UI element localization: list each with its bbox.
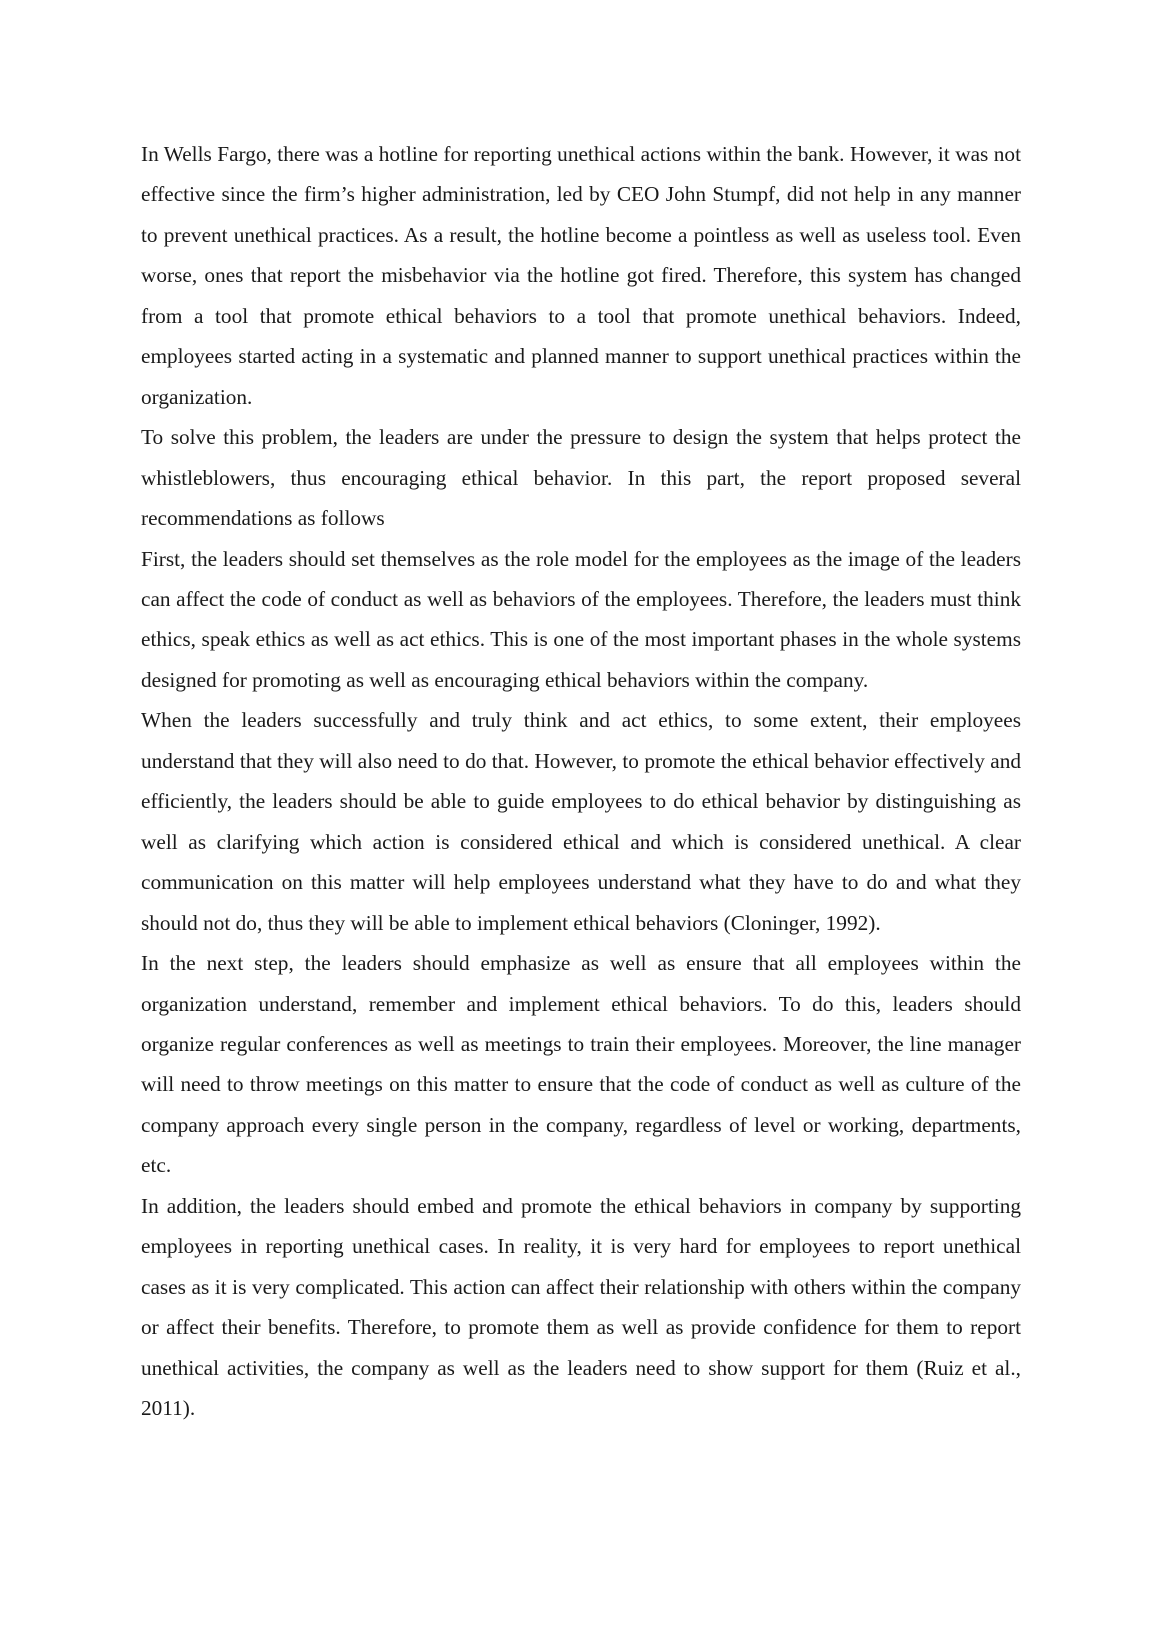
paragraph-problem-statement: To solve this problem, the leaders are under the pressure to design the system that helps protect the whistleblowers, thus encouraging ethical behavior. In this part, the report proposed several recommendations as follows: [141, 425, 1021, 531]
paragraph-support-reporting: In addition, the leaders should embed and promote the ethical behaviors in company by supporting employees in reporting unethical cases. In reality, it is very hard for employees to report unethical cases as it is very complicated. This action can affect their relationship with others within the company or affect their benefits. Therefore, to promote them as well as provide confidence for them to report unethical activities, the company as well as the leaders need to show support for them (Ruiz et al., 2011).: [141, 1193, 1021, 1421]
paragraph-role-model: First, the leaders should set themselves as the role model for the employees as the image of the leaders can affect the code of conduct as well as behaviors of the employees. Therefore, the leaders must think ethics, speak ethics as well as act ethics. This is one of the most important phases in the whole systems designed for promoting as well as encouraging ethical behaviors within the company.: [141, 546, 1021, 692]
document-body: [141, 134, 1021, 1429]
paragraph-guide-employees: When the leaders successfully and truly think and act ethics, to some extent, their employees understand that they will also need to do that. However, to promote the ethical behavior effectively and efficiently, the leaders should be able to guide employees to do ethical behavior by distinguishing as well as clarifying which action is considered ethical and which is considered unethical. A clear communication on this matter will help employees understand what they have to do and what they should not do, thus they will be able to implement ethical behaviors (Cloninger, 1992).: [141, 708, 1021, 935]
paragraph-training-meetings: In the next step, the leaders should emphasize as well as ensure that all employees within the organization understand, remember and implement ethical behaviors. To do this, leaders should organize regular conferences as well as meetings to train their employees. Moreover, the line manager will need to throw meetings on this matter to ensure that the code of conduct as well as culture of the company approach every single person in the company, regardless of level or working, departments, etc.: [141, 951, 1021, 1178]
paragraph-wells-fargo-hotline: In Wells Fargo, there was a hotline for reporting unethical actions within the bank. However, it was not effective since the firm’s higher administration, led by CEO John Stumpf, did not help in any manner to prevent unethical practices. As a result, the hotline become a pointless as well as useless tool. Even worse, ones that report the misbehavior via the hotline got fired. Therefore, this system has changed from a tool that promote ethical behaviors to a tool that promote unethical behaviors. Indeed, employees started acting in a systematic and planned manner to support unethical practices within the organization.: [141, 142, 1021, 409]
